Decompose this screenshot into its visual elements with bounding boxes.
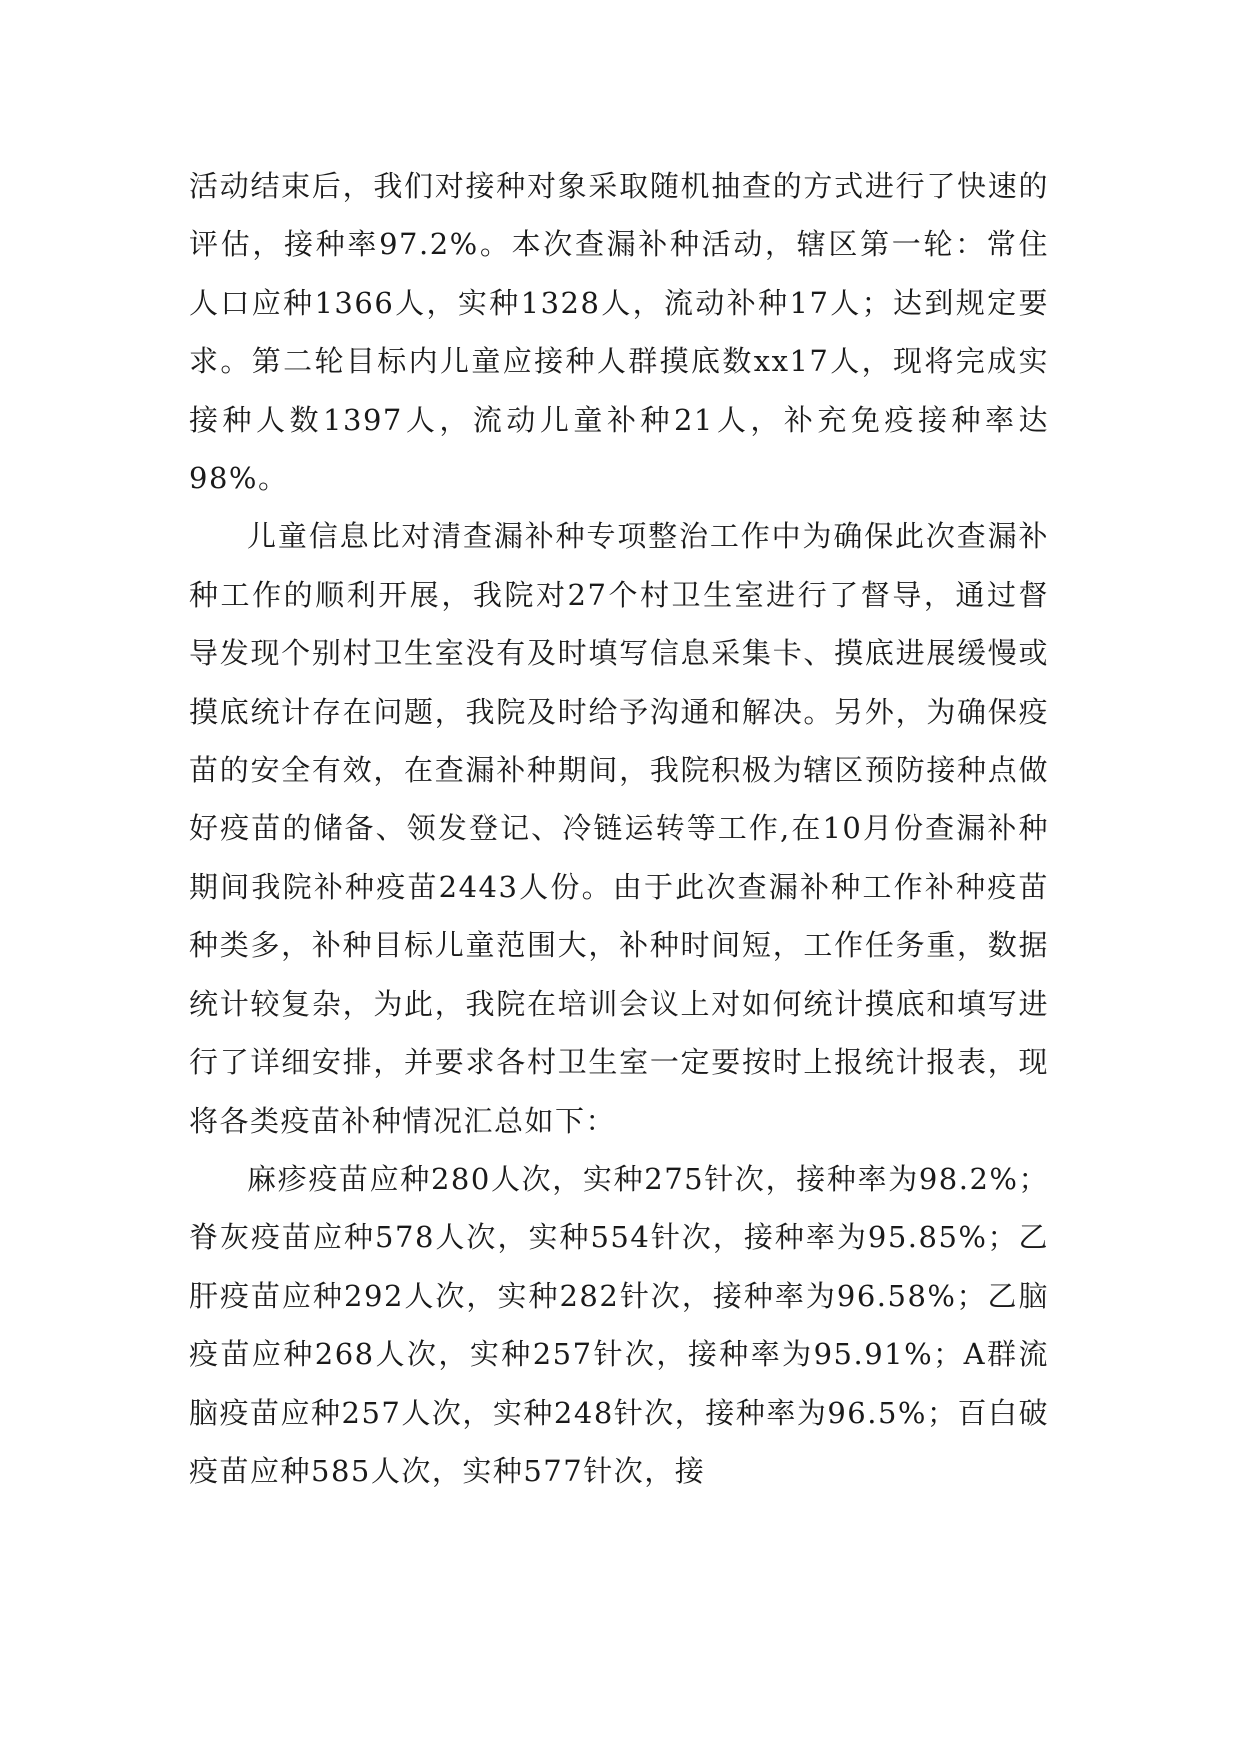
paragraph-supervision: 儿童信息比对清查漏补种专项整治工作中为确保此次查漏补种工作的顺利开展，我院对27个村卫生室进行了督导，通过督导发现个别村卫生室没有及时填写信息采集卡、摸底进展缓慢或摸底统计存在问题，我院及时给予沟通和解决。另外，为确保疫苗的安全有效，在查漏补种期间，我院积极为辖区预防接种点做好疫苗的储备、领发登记、冷链运转等工作,在10月份查漏补种期间我院补种疫苗2443人份。由于此次查漏补种工作补种疫苗种类多，补种目标儿童范围大，补种时间短，工作任务重，数据统计较复杂，为此，我院在培训会议上对如何统计摸底和填写进行了详细安排，并要求各村卫生室一定要按时上报统计报表，现将各类疫苗补种情况汇总如下： (189, 519, 1049, 1138)
document-body (189, 157, 1049, 1500)
paragraph-continuation: 活动结束后，我们对接种对象采取随机抽查的方式进行了快速的评估，接种率97.2%。本次查漏补种活动，辖区第一轮：常住人口应种1366人，实种1328人，流动补种17人；达到规定要求。第二轮目标内儿童应接种人群摸底数xx17人，现将完成实接种人数1397人，流动儿童补种21人，补充免疫接种率达98%。 (189, 169, 1049, 496)
paragraph-vaccine-summary: 麻疹疫苗应种280人次，实种275针次，接种率为98.2%；脊灰疫苗应种578人次，实种554针次，接种率为95.85%；乙肝疫苗应种292人次，实种282针次，接种率为96.58%；乙脑疫苗应种268人次，实种257针次，接种率为95.91%；A群流脑疫苗应种257人次，实种248针次，接种率为96.5%；百白破疫苗应种585人次，实种577针次，接 (189, 1161, 1049, 1488)
